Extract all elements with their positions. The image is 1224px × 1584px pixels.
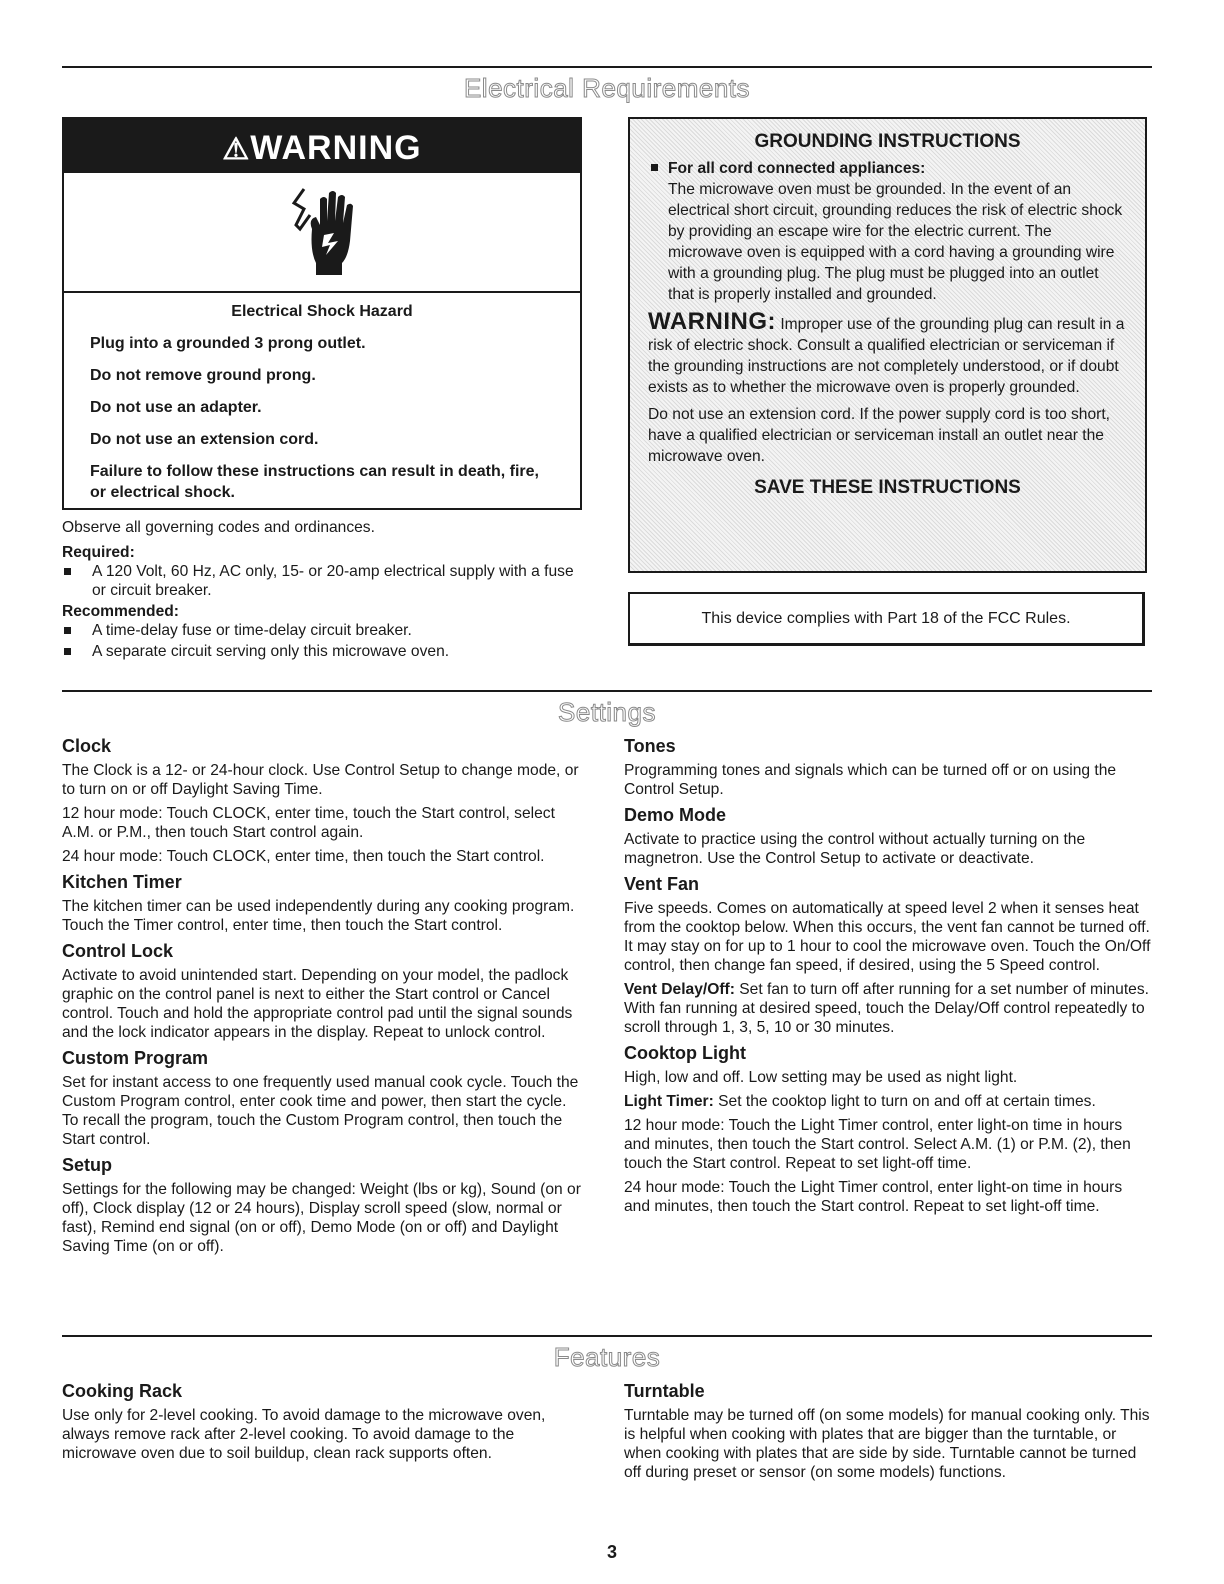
features-rule [62, 1335, 1152, 1337]
electrical-title: Electrical Requirements [463, 73, 751, 103]
grounding-warning [648, 308, 1127, 398]
electrical-left-text [62, 518, 582, 663]
settings-title: Settings [558, 697, 656, 727]
required-label: Required: [62, 544, 135, 561]
light-24h-text: 24 hour mode: Touch the Light Timer control, enter light-on time in hours and minutes, then touch the Start control. Repeat to set light-off time. [624, 1179, 1123, 1215]
clock-heading: Clock [62, 736, 112, 756]
custom-program-text: Set for instant access to one frequently used manual cook cycle. Touch the Custom Program control, enter cook time and power, then start the cycle. To recall the program, touch the Custom Program control, then touch the Start control. [62, 1074, 579, 1148]
control-lock-heading: Control Lock [62, 941, 173, 961]
turntable-heading: Turntable [624, 1381, 705, 1401]
warning-box [62, 117, 582, 510]
light-12h-text: 12 hour mode: Touch the Light Timer control, enter light-on time in hours and minutes, then touch the Start control. Select A.M. (1) or P.M. (2), then touch the Start control. Repeat to set light-off time. [624, 1117, 1131, 1172]
grounding-warning-word: WARNING: [648, 308, 776, 335]
demo-mode-text: Activate to practice using the control without actually turning on the magnetron. Use the Control Setup to activate or deactivate. [624, 831, 1086, 867]
demo-mode-heading: Demo Mode [624, 805, 727, 825]
grounding-box [628, 117, 1147, 573]
settings-right-column [624, 735, 1152, 1221]
tones-heading: Tones [624, 736, 676, 756]
list-item: A separate circuit serving only this microwave oven. [62, 642, 582, 661]
clock-24h-text: 24 hour mode: Touch CLOCK, enter time, then touch the Start control. [62, 848, 545, 865]
fcc-notice: This device complies with Part 18 of the FCC Rules. [628, 592, 1145, 646]
observe-text: Observe all governing codes and ordinances. [62, 519, 375, 536]
cooking-rack-heading: Cooking Rack [62, 1381, 183, 1401]
kitchen-timer-heading: Kitchen Timer [62, 872, 182, 892]
settings-left-column [62, 735, 582, 1261]
grounding-bullet-text: The microwave oven must be grounded. In the event of an electrical short circuit, grounding reduces the risk of electric shock by providing an escape wire for the electric current. The microwave oven is equipped with a cord having a grounding wire with a grounding plug. The plug must be plugged into an outlet that is properly installed and grounded. [668, 181, 1123, 303]
grounding-bullet-head: For all cord connected appliances: [648, 158, 1127, 179]
warning-line: Do not remove ground prong. [90, 367, 316, 384]
vent-fan-heading: Vent Fan [624, 874, 700, 894]
light-timer-body: Set the cooktop light to turn on and off at certain times. [713, 1093, 1096, 1110]
cooktop-light-text: High, low and off. Low setting may be used as night light. [624, 1069, 1018, 1086]
vent-fan-text: Five speeds. Comes on automatically at speed level 2 when it senses heat from the cooktop below. When this occurs, the vent fan cannot be turned off. It may stay on for up to 1 hour to cool the microwave oven. Touch the On/Off control, then change fan speed, if desired, using the 5 Speed control. [624, 900, 1151, 974]
control-lock-text: Activate to avoid unintended start. Depending on your model, the padlock graphic on the control panel is next to either the Start control or Cancel control. Touch and hold the appropriate control pad until the signal sounds and the lock indicator appears in the display. Repeat to unlock control. [62, 967, 573, 1041]
features-right-column [624, 1380, 1152, 1487]
extension-cord-text: Do not use an extension cord. If the power supply cord is too short, have a qualified electrician or serviceman install an outlet near the microwave oven. [648, 406, 1111, 465]
warning-triangle-icon: ⚠ [222, 133, 251, 166]
cooking-rack-text: Use only for 2-level cooking. To avoid damage to the microwave oven, always remove rack after 2-level cooking. To avoid damage to the microwave oven due to soil buildup, clean rack supports often. [62, 1407, 546, 1462]
required-list [62, 562, 582, 600]
tones-text: Programming tones and signals which can be turned off or on using the Control Setup. [624, 762, 1117, 798]
grounding-title: GROUNDING INSTRUCTIONS [754, 131, 1021, 152]
top-rule [62, 66, 1152, 68]
hazard-title: Electrical Shock Hazard [231, 303, 413, 320]
setup-heading: Setup [62, 1155, 113, 1175]
electric-shock-hand-icon [290, 185, 360, 281]
setup-text: Settings for the following may be changed: Weight (lbs or kg), Sound (on or off), Clock display (12 or 24 hours), Display scroll speed (slow, normal or fast), Remind end signal (on or off), Demo Mode (on or off) and Daylight Saving Time (on or off). [62, 1181, 581, 1255]
save-instructions: SAVE THESE INSTRUCTIONS [754, 477, 1021, 498]
grounding-warning-text: Improper use of the grounding plug can result in a risk of electric shock. Consult a qualified electrician or serviceman if the grounding instructions are not completely understood, or if doubt exists as to whether the microwave oven is properly grounded. [648, 316, 1125, 396]
kitchen-timer-text: The kitchen timer can be used independently during any cooking program. Touch the Timer control, enter time, then touch the Start control. [62, 898, 575, 934]
features-left-column [62, 1380, 587, 1468]
warning-line: Failure to follow these instructions can result in death, fire, or electrical shock. [90, 463, 539, 501]
vent-delay-label: Vent Delay/Off: [624, 981, 735, 998]
clock-text: The Clock is a 12- or 24-hour clock. Use Control Setup to change mode, or to turn on or off Daylight Saving Time. [62, 762, 579, 798]
page-number: 3 [606, 1542, 617, 1562]
recommended-list [62, 621, 582, 661]
shock-hazard-icon-area [64, 173, 580, 293]
list-item: A time-delay fuse or time-delay circuit breaker. [62, 621, 582, 640]
warning-line: Plug into a grounded 3 prong outlet. [90, 335, 366, 352]
vent-delay-text [624, 980, 1152, 1037]
settings-rule [62, 690, 1152, 692]
custom-program-heading: Custom Program [62, 1048, 209, 1068]
warning-line: Do not use an adapter. [90, 399, 262, 416]
warning-line: Do not use an extension cord. [90, 431, 319, 448]
warning-heading-text: WARNING [250, 129, 422, 167]
list-item: A 120 Volt, 60 Hz, AC only, 15- or 20-amp electrical supply with a fuse or circuit breaker. [62, 562, 582, 600]
cooktop-light-heading: Cooktop Light [624, 1043, 746, 1063]
clock-12h-text: 12 hour mode: Touch CLOCK, enter time, touch the Start control, select A.M. or P.M., then touch Start control again. [62, 805, 555, 841]
features-title: Features [553, 1342, 661, 1372]
recommended-label: Recommended: [62, 603, 179, 620]
turntable-text: Turntable may be turned off (on some models) for manual cooking only. This is helpful when cooking with plates that are bigger than the turntable, or when cooking with plates that are side by side. Turntable cannot be turned off during preset or sensor (on some models) functions. [624, 1407, 1150, 1481]
light-timer-text [624, 1092, 1152, 1111]
light-timer-label: Light Timer: [624, 1093, 714, 1110]
vent-delay-body: Set fan to turn off after running for a set number of minutes. With fan running at desired speed, touch the Delay/Off control repeatedly to scroll through 1, 3, 5, 10 or 30 minutes. [624, 981, 1149, 1036]
warning-heading [64, 119, 580, 173]
